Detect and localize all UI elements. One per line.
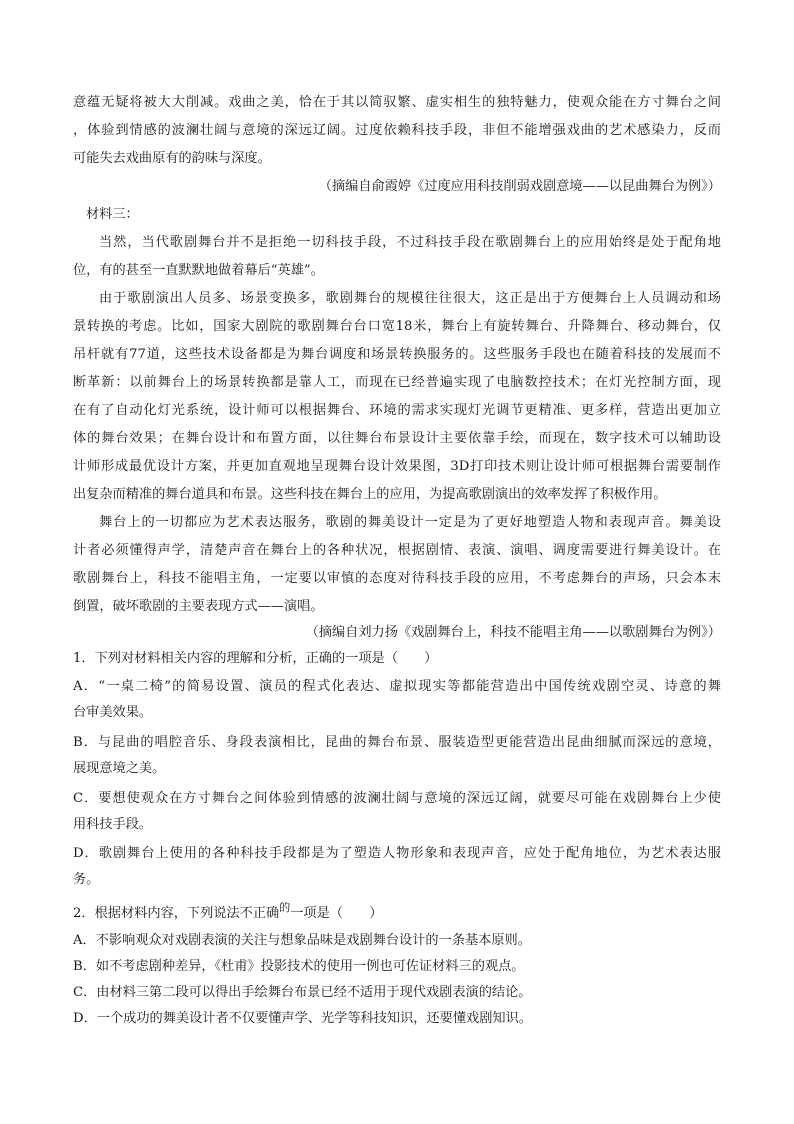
paragraph-line: 位，有的甚至一直默默地做着幕后“英雄”。 — [73, 263, 324, 278]
paragraph-line: 倒置，破坏歌剧的主要表现方式——演唱。 — [73, 599, 324, 614]
option-a-continued: 台审美效果。 — [73, 705, 153, 720]
paragraph-line: 景转换的考虑。比如，国家大剧院的歌剧舞台台口宽18米，舞台上有旋转舞台、升降舞台、移动舞台，仅 — [73, 319, 721, 334]
material-heading: 材料三： — [86, 207, 139, 222]
stem-text: 2．根据材料内容，下列说法不正确 — [73, 906, 280, 921]
option-d-continued: 务。 — [73, 872, 100, 887]
paragraph-line: 出复杂而精准的舞台道具和布景。这些科技在舞台上的应用，为提高歌剧演出的效率发挥了积极作用。 — [73, 487, 667, 502]
paragraph-line: 计师形成最优设计方案，并更加直观地呈现舞台设计效果图，3D打印技术则让设计师可根据舞台需要制作 — [73, 459, 721, 474]
option-c-continued: 用科技手段。 — [73, 817, 153, 832]
option-b-continued: 展现意境之美。 — [73, 761, 166, 776]
paragraph-line: 可能失去戏曲原有的韵味与深度。 — [73, 151, 271, 166]
option-d: D．歌剧舞台上使用的各种科技手段都是为了塑造人物形象和表现声音，应处于配角地位，为艺术表达服 — [73, 846, 721, 861]
paragraph-line: 歌剧舞台上，科技不能唱主角，一定要以审慎的态度对待科技手段的应用，不考虑舞台的声场，只会本末 — [73, 571, 721, 586]
option-a: A．“一桌二椅”的简易设置、演员的程式化表达、虚拟现实等都能营造出中国传统戏剧空灵、诗意的舞 — [73, 679, 721, 694]
option-d: D．一个成功的舞美设计者不仅要懂声学、光学等科技知识，还要懂戏剧知识。 — [73, 1011, 532, 1026]
option-a: A．不影响观众对戏剧表演的关注与想象品味是戏剧舞台设计的一条基本原则。 — [73, 933, 531, 948]
paragraph-line: 体的舞台效果；在舞台设计和布置方面，以往舞台布景设计主要依靠手绘，而现在，数字技术可以辅助设 — [73, 431, 721, 446]
paragraph-line: 舞台上的一切都应为艺术表达服务，歌剧的舞美设计一定是为了更好地塑造人物和表现声音。舞美设 — [99, 515, 721, 530]
paragraph-line: 吊杆就有77道，这些技术设备都是为舞台调度和场景转换服务的。这些服务手段也在随着科技的发展而不 — [73, 347, 721, 362]
paragraph-line: 计者必须懂得声学，清楚声音在舞台上的各种状况，根据剧情、表演、演唱、调度需要进行舞美设计。在 — [73, 543, 721, 558]
paragraph-line: 当然，当代歌剧舞台并不是拒绝一切科技手段，不过科技手段在歌剧舞台上的应用始终是处于配角地 — [99, 235, 721, 250]
paragraph-line: 在有了自动化灯光系统，设计师可以根据舞台、环境的需求实现灯光调节更精准、更多样，营造出更加立 — [73, 403, 721, 418]
question-stem: 1．下列对材料相关内容的理解和分析，正确的一项是（ ） — [73, 651, 438, 666]
stem-text: 一项是（ ） — [290, 906, 383, 921]
option-c: C．要想使观众在方寸舞台之间体验到情感的波澜壮阔与意境的深远辽阔，就要尽可能在戏剧舞台上少使 — [73, 791, 721, 806]
option-b: B．如不考虑剧种差异，《杜甫》投影技术的使用一例也可佐证材料三的观点。 — [73, 959, 525, 974]
paragraph-line: 断革新：以前舞台上的场景转换都是靠人工，而现在已经普遍实现了电脑数控技术；在灯光控制方面，现 — [73, 375, 721, 390]
paragraph-line: 由于歌剧演出人员多、场景变换多，歌剧舞台的规模往往很大，这正是出于方便舞台上人员调动和场 — [99, 291, 721, 306]
stem-superscript: 的 — [279, 901, 291, 914]
option-c: C．由材料三第二段可以得出手绘舞台布景已经不适用于现代戏剧表演的结论。 — [73, 985, 532, 1000]
paragraph-line: ，体验到情感的波澜壮阔与意境的深远辽阔。过度依赖科技手段，非但不能增强戏曲的艺术感染力，反而 — [73, 123, 721, 138]
option-b: B．与昆曲的唱腔音乐、身段表演相比，昆曲的舞台布景、服装造型更能营造出昆曲细腻而深远的意境， — [73, 735, 721, 750]
paragraph-line: 意蕴无疑将被大大削减。戏曲之美，恰在于其以简驭繁、虚实相生的独特魅力，使观众能在方寸舞台之间 — [73, 95, 721, 110]
question-stem — [73, 901, 721, 924]
citation: （摘编自俞霞婷《过度应用科技削弱戏剧意境——以昆曲舞台为例》） — [318, 179, 721, 194]
citation: （摘编自刘力扬《戏剧舞台上，科技不能唱主角——以歌剧舞台为例》） — [305, 625, 721, 640]
